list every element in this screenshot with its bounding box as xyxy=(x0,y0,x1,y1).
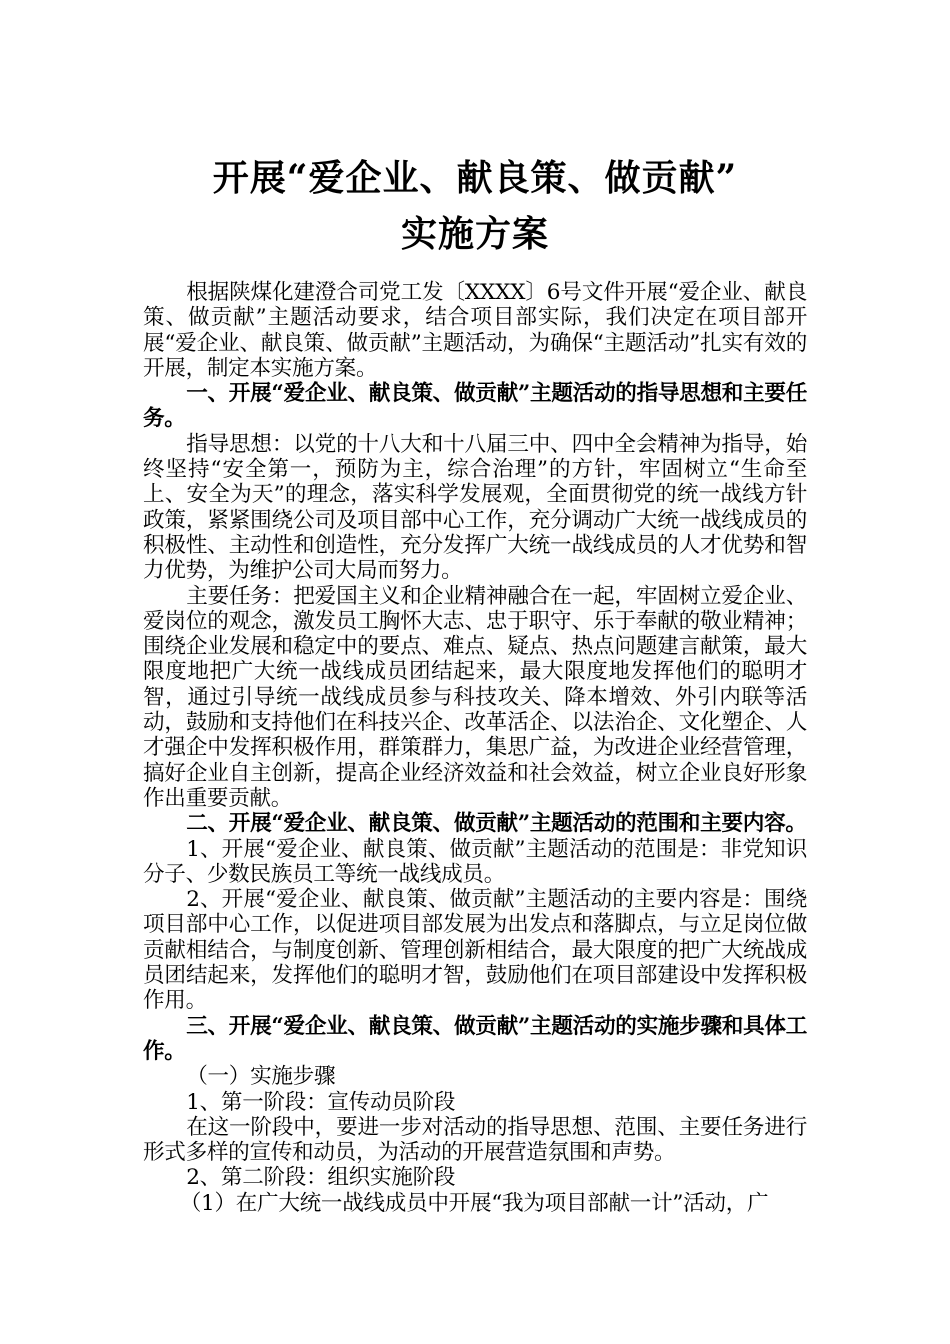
section-heading-3: 三、开展“爱企业、献良策、做贡献”主题活动的实施步骤和具体工作。 xyxy=(143,1013,807,1064)
stage-1-heading: 1、第一阶段：宣传动员阶段 xyxy=(186,1089,456,1115)
paragraph-stage-2-item-1: （1）在广大统一战线成员中开展“我为项目部献一计”活动，广 xyxy=(179,1190,769,1216)
document-title-line-2: 实施方案 xyxy=(400,213,549,255)
paragraph-main-tasks: 主要任务：把爱国主义和企业精神融合在一起，牢固树立爱企业、爱岗位的观念，激发员工胸怀大志、忠于职守、乐于奉献的敬业精神；围绕企业发展和稳定中的要点、难点、疑点、热点问题建言献策，最大限度地把广大统一战线成员团结起来，最大限度地发挥他们的聪明才智，通过引导统一战线成员参与科技攻关、降本增效、外引内联等活动，鼓励和支持他们在科技兴企、改革活企、以法治企、文化塑企、人才强企中发挥积极作用，群策群力，集思广益，为改进企业经营管理，搞好企业自主创新，提高企业经济效益和社会效益，树立企业良好形象作出重要贡献。 xyxy=(143,583,807,811)
document-page xyxy=(143,150,807,1216)
paragraph-guiding-thought: 指导思想：以党的十八大和十八届三中、四中全会精神为指导，始终坚持“安全第一，预防为主，综合治理”的方针，牢固树立“生命至上、安全为天”的理念，落实科学发展观，全面贯彻党的统一战线方针政策，紧紧围绕公司及项目部中心工作，充分调动广大统一战线成员的积极性、主动性和创造性，充分发挥广大统一战线成员的人才优势和智力优势，为维护公司大局而努力。 xyxy=(143,431,807,584)
section-heading-2: 二、开展“爱企业、献良策、做贡献”主题活动的范围和主要内容。 xyxy=(186,811,807,837)
document-title-line-1: 开展“爱企业、献良策、做贡献” xyxy=(212,157,738,199)
paragraph-stage-1: 在这一阶段中，要进一步对活动的指导思想、范围、主要任务进行形式多样的宣传和动员，为活动的开展营造氛围和声势。 xyxy=(143,1114,807,1166)
paragraph-main-content: 2、开展“爱企业、献良策、做贡献”主题活动的主要内容是：围绕项目部中心工作，以促进项目部发展为出发点和落脚点，与立足岗位做贡献相结合，与制度创新、管理创新相结合，最大限度的把广大统战成员团结起来，发挥他们的聪明才智，鼓励他们在项目部建设中发挥积极作用。 xyxy=(143,887,807,1014)
paragraph-scope: 1、开展“爱企业、献良策、做贡献”主题活动的范围是：非党知识分子、少数民族员工等统一战线成员。 xyxy=(143,836,807,887)
section-heading-1: 一、开展“爱企业、献良策、做贡献”主题活动的指导思想和主要任务。 xyxy=(143,381,807,432)
stage-2-heading: 2、第二阶段：组织实施阶段 xyxy=(186,1165,456,1191)
paragraph-intro: 根据陕煤化建澄合司党工发〔XXXX〕6号文件开展“爱企业、献良策、做贡献”主题活动要求，结合项目部实际，我们决定在项目部开展“爱企业、献良策、做贡献”主题活动，为确保“主题活动”扎实有效的开展，制定本实施方案。 xyxy=(143,280,807,381)
subheading-steps: （一）实施步骤 xyxy=(186,1064,336,1090)
